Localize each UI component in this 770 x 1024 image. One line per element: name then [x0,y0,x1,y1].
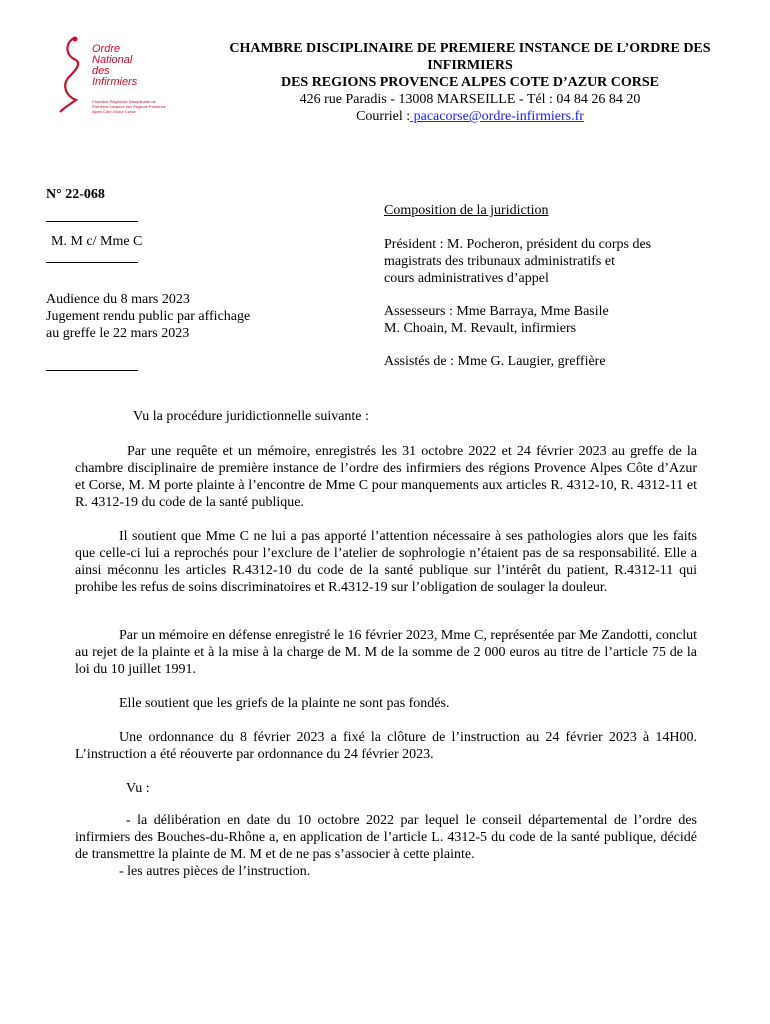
header-line-2: INFIRMIERS [427,58,513,73]
paragraph-text: Par une requête et un mémoire, enregistrés les 31 octobre 2022 et 24 février 2023 au greffe de la chambre disciplinaire de première instance de l’ordre des infirmiers des régions Provence Alpes Côte d’Azur et Corse, M. M porte plainte à l’encontre de Mme C pour manquements aux articles R. 4312-10, R. 4312-11 et R. 4312-19 du code de la santé publique. [75,444,697,510]
assessors-line-1: Assesseurs : Mme Barraya, Mme Basile [384,304,609,319]
header-line-3: DES REGIONS PROVENCE ALPES COTE D’AZUR CORSE [280,75,660,90]
assisted-by: Assistés de : Mme G. Laugier, greffière [384,354,606,369]
assessors-line-2: M. Choain, M. Revault, infirmiers [384,321,577,336]
body-paragraph-6 [75,812,697,863]
judgment-line-1: Jugement rendu public par affichage [46,309,251,324]
paragraph-text: - les autres pièces de l’instruction. [119,864,311,879]
logo-swirl-icon [52,34,92,114]
logo-line-1: Ordre [92,43,121,55]
paragraph-text: Par un mémoire en défense enregistré le 16 février 2023, Mme C, représentée par Me Zandotti, conclut au rejet de la plainte et à la mise à la charge de M. M de la somme de 2 000 euros au titre de l’article 75 de la loi du 10 juillet 1991. [75,628,697,677]
judgment-line-2: au greffe le 22 mars 2023 [46,326,190,341]
email-link[interactable]: pacacorse@ordre-infirmiers.fr [410,109,584,124]
header-address: 426 rue Paradis - 13008 MARSEILLE - Tél : 04 84 26 84 20 [299,92,641,107]
case-number: N° 22-068 [46,187,105,202]
case-parties: M. M c/ Mme C [51,234,143,249]
body-paragraph-5 [75,729,697,763]
body-paragraph-7 [75,863,697,880]
ordre-infirmiers-logo [52,34,172,114]
vu-heading: Vu : [126,781,150,796]
logo-line-2: National [92,54,133,66]
logo-subtitle: Chambre Régionale Disciplinaire de Première Instance des Régions Provence Alpes Côte d'Azur Corse [92,99,166,114]
logo-text [92,44,137,88]
paragraph-text: - la délibération en date du 10 octobre 2022 par lequel le conseil départemental de l’ordre des infirmiers des Bouches-du-Rhône a, en application de l’article L. 4312-5 du code de la santé publique, décidé de transmettre la plainte de M. M et de ne pas s’associer à cette plainte. [75,813,697,862]
divider [46,221,138,222]
divider [46,370,138,371]
logo-line-4: Infirmiers [92,76,138,88]
email-label: Courriel : [356,109,411,124]
composition [384,202,744,370]
header-email-line [190,108,750,125]
paragraph-text: Une ordonnance du 8 février 2023 a fixé la clôture de l’instruction au 24 février 2023 à 14H00. L’instruction a été réouverte par ordonnance du 24 février 2023. [75,730,697,762]
paragraph-text: Il soutient que Mme C ne lui a pas apporté l’attention nécessaire à ses pathologies alors que les faits que celle-ci lui a reprochés pour l’exclure de l’atelier de sophrologie n’étaient pas de sa responsabilité. Elle a ainsi méconnu les articles R.4312-10 du code de la santé publique sur l’intérêt du patient, R.4312-11 qui prohibe les refus de soins discriminatoires et R.4312-19 sur l’obligation de soulager la douleur. [75,529,697,595]
paragraph-text: Elle soutient que les griefs de la plainte ne sont pas fondés. [119,696,450,711]
hearing-date: Audience du 8 mars 2023 [46,292,190,307]
logo-line-3: des [92,65,110,77]
body-paragraph-2 [75,528,697,596]
body-paragraph-4 [75,695,697,712]
president-line-2: magistrats des tribunaux administratifs et [384,254,615,269]
intro-paragraph: Vu la procédure juridictionnelle suivante : [133,409,369,424]
body-paragraph-1 [75,443,697,511]
body-paragraph-3 [75,627,697,678]
body-vu [75,780,697,797]
president-line-3: cours administratives d’appel [384,271,549,286]
president-line-1: Président : M. Pocheron, président du corps des [384,237,652,252]
body-intro [75,408,697,425]
header-line-1: CHAMBRE DISCIPLINAIRE DE PREMIERE INSTANCE DE L’ORDRE DES [229,41,711,56]
document-header [190,40,750,125]
divider [46,262,138,263]
composition-title: Composition de la juridiction [384,203,549,218]
